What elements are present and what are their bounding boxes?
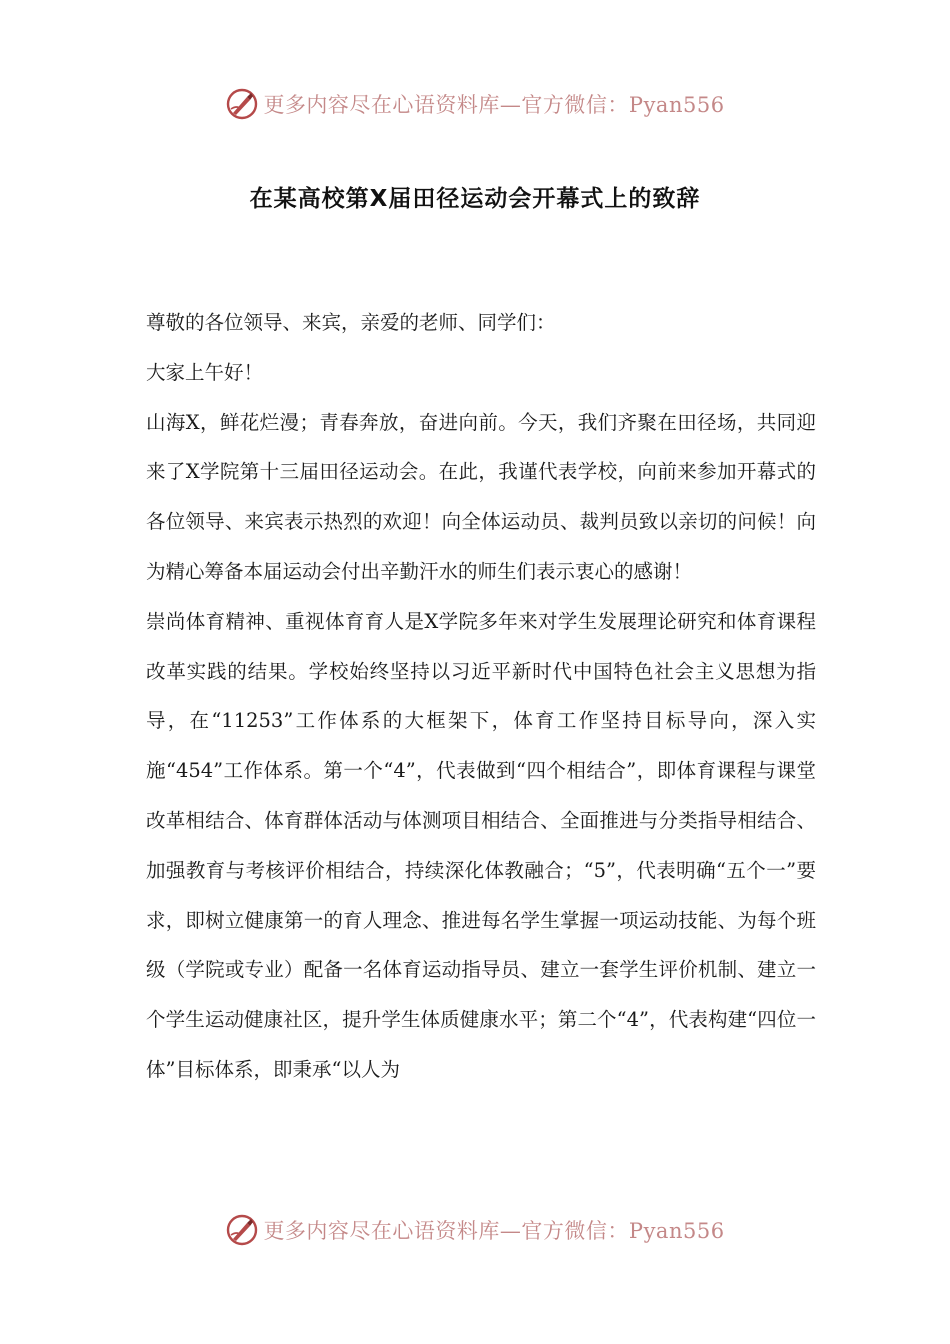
paragraph-sports-spirit: 崇尚体育精神、重视体育育人是X学院多年来对学生发展理论研究和体育课程改革实践的结果。学校始终坚持以习近平新时代中国特色社会主义思想为指导，在“11253”工作体系的大框架下，体育工作坚持目标导向，深入实施“454”工作体系。第一个“4”，代表做到“四个相结合”，即体育课程与课堂改革相结合、体育群体活动与体测项目相结合、全面推进与分类指导相结合、加强教育与考核评价相结合，持续深化体教融合；“5”，代表明确“五个一”要求，即树立健康第一的育人理念、推进每名学生掌握一项运动技能、为每个班级（学院或专业）配备一名体育运动指导员、建立一套学生评价机制、建立一个学生运动健康社区，提升学生体质健康水平；第二个“4”，代表构建“四位一体”目标体系，即秉承“以人为	[146, 609, 816, 1081]
paragraph-greeting: 大家上午好！	[146, 360, 264, 384]
footer-banner	[0, 1208, 950, 1252]
header-banner	[0, 82, 950, 126]
pen-logo-icon	[225, 1213, 259, 1247]
banner-text: 更多内容尽在心语资料库—官方微信：Pyan556	[263, 93, 725, 117]
document-title: 在某高校第X届田径运动会开幕式上的致辞	[249, 186, 701, 212]
document-body	[146, 298, 816, 1095]
paragraph-salutation: 尊敬的各位领导、来宾，亲爱的老师、同学们：	[146, 311, 556, 334]
pen-logo-icon	[225, 87, 259, 121]
banner-text: 更多内容尽在心语资料库—官方微信：Pyan556	[263, 1219, 725, 1243]
paragraph-welcome: 山海X，鲜花烂漫；青春奔放，奋进向前。今天，我们齐聚在田径场，共同迎来了X学院第十三届田径运动会。在此，我谨代表学校，向前来参加开幕式的各位领导、来宾表示热烈的欢迎！向全体运动员、裁判员致以亲切的问候！向为精心筹备本届运动会付出辛勤汗水的师生们表示衷心的感谢！	[146, 410, 816, 583]
